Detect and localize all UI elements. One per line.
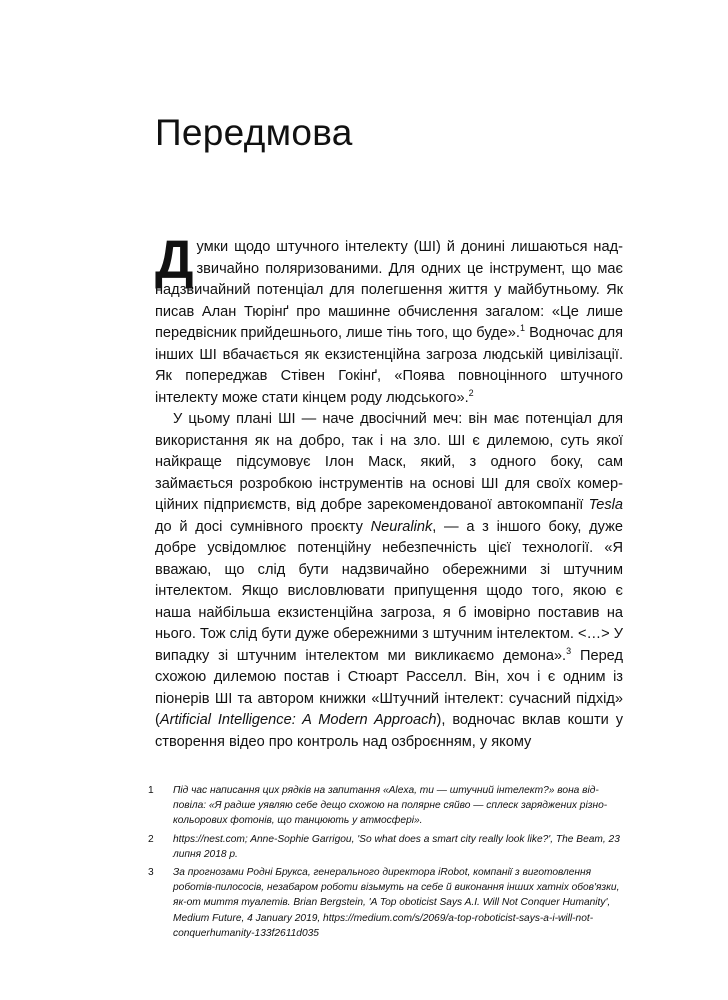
footnote-2 — [148, 832, 623, 862]
paragraph-1 — [155, 230, 624, 409]
book-title-italic: Artificial Intelligence: A Modern Approach — [159, 712, 437, 728]
tesla-italic: Tesla — [588, 497, 623, 513]
paragraph-1-text-b: Водночас для інших ШІ вбачається як екзистенційна загроза людській цивілізації. Як попереджав Стівен Гокінґ, «Поява повноцінного штучного інтелекту може стати кінцем роду людського». — [155, 325, 624, 406]
footnotes — [148, 783, 623, 944]
paragraph-2-text-b: до й досі сумнівного проєкту — [155, 518, 371, 535]
neuralink-italic: Neuralink — [370, 518, 433, 535]
footnote-3 — [148, 865, 623, 941]
footnote-ref-2[interactable]: 2 — [468, 387, 474, 398]
paragraph-2-text-c: , — а з іншого боку, дуже добре усвідомлює потенційну небезпечність цієї технології. «Я вважаю, що слід бути надзвичайно обережними зі штучним інтелектом. Якщо висловлювати припущення щодо того, якою є наша найбільша екзистенційна загроза, я б імовірно поставив на нього. Тож слід бути дуже обережними з штучним інтелектом. <…> У випадку зі штучним інтелектом ми викликаємо демона». — [155, 518, 623, 664]
footnote-text: https://nest.com; Anne-Sophie Garrigou, 'So what does a smart city really look like?', The Beam, 23 липня 2018 р. — [173, 833, 620, 860]
paragraph-2-text-d: Перед схожою дилемою постав і Стюарт Расселл. Він, хоч і є одним із піонерів ШІ та автором книжки «Штучний інтелект: сучасний підхід» ( — [155, 647, 623, 728]
body-text — [155, 230, 624, 753]
paragraph-2-text-a: У цьому плані ШІ — наче двосічний меч: він має потенціал для використання як на добро, так і на зло. ШІ є дилемою, суть якої найкраще підсумовує Ілон Маск, який, з одного боку, сам займається розробкою інструментів на основі ШІ для своїх комерційних підприємств, від добре зарекомендованої автокомпанії — [155, 411, 623, 513]
footnote-number: 3 — [148, 867, 154, 879]
paragraph-1-text-a: умки щодо штучного інтелекту (ШІ) й донині лишаються надзвичайно поляризованими. Для одних це інструмент, що має надзвичайний потенціал для полегшення життя у майбутньому. Як писав Алан Тюрінґ про машинне обчислення загалом: «Це лише передвісник прийдешнього, лише тінь того, що буде». — [155, 239, 623, 341]
footnote-ref-1[interactable]: 1 — [519, 323, 525, 334]
drop-cap: Д — [155, 230, 194, 290]
footnote-text: За прогнозами Родні Брукса, генерального директора iRobot, компанії з виготовлення роботів-пилососів, незабаром роботи візьмуть на себе й виконання інших хатніх обов'язки, як-от миття туалетів. Brian Bergstein, 'A Top oboticist Says A.I. Will Not Conquer Humanity', Medium Future, 4 January 2019, https://medium.com/s/2069/a-top-roboticist-says-a-i-will-not-conquerhumanity-133f2611d035 — [173, 867, 620, 939]
paragraph-2 — [155, 409, 623, 753]
footnote-number: 1 — [148, 785, 154, 796]
page-title: Передмова — [155, 112, 353, 153]
footnote-ref-3[interactable]: 3 — [566, 645, 572, 656]
footnote-number: 2 — [148, 833, 154, 845]
footnote-text: Під час написання цих рядків на запитання «Alexa, ти — штучний інтелект?» вона відповіла: «Я радше уявляю себе дещо схожою на полярне сяйво — сплеск заряджених різнокольорових фотонів, що танцюють у атмосфері». — [173, 785, 608, 827]
footnote-1 — [148, 783, 623, 829]
paragraph-2-text-e: ), водночас вклав кошти у створення відео про контроль над озброєнням, у якому — [155, 712, 623, 750]
